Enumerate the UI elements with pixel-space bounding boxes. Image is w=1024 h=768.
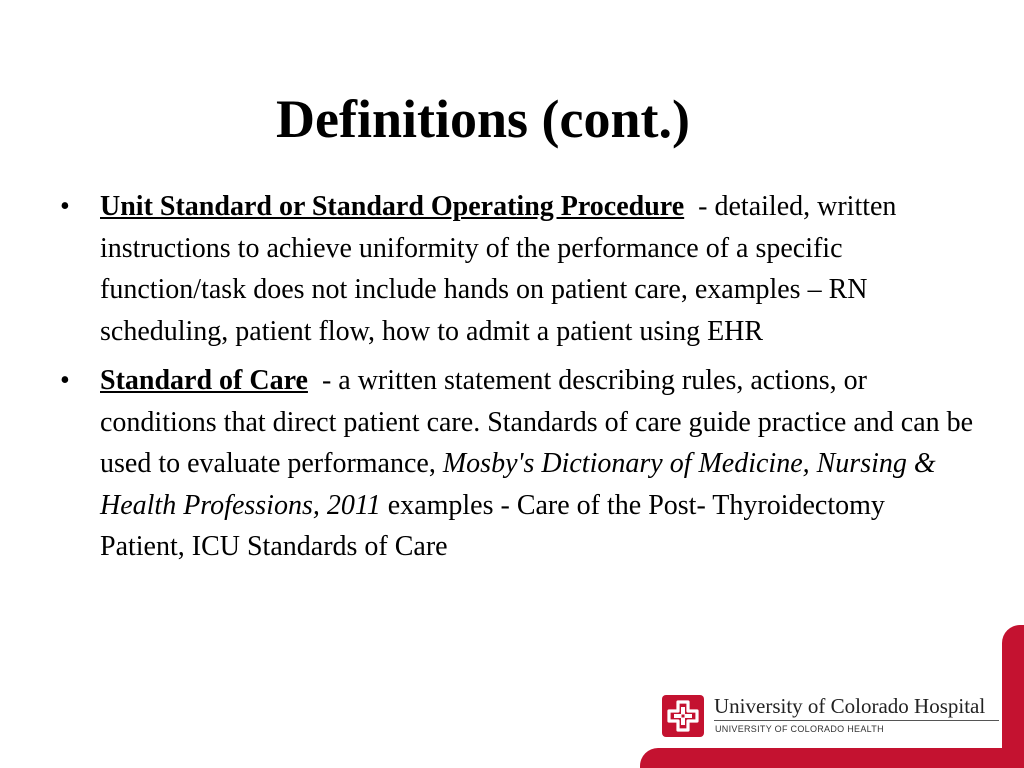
slide-title: Definitions (cont.) xyxy=(276,89,690,149)
hospital-logo xyxy=(662,693,1002,743)
bullet-list xyxy=(60,186,981,576)
bullet-text: - a written statement describing rules, actions, or conditions that direct patient care. Standards of care guide practice and can be used to evaluate performance, xyxy=(100,365,981,479)
bullet-citation: Mosby's Dictionary of Medicine, Nursing & Health Professions, 2011 xyxy=(100,448,936,521)
red-accent-bottom xyxy=(640,748,1024,768)
bullet-item xyxy=(60,186,975,352)
bullet-term: Standard of Care xyxy=(100,365,308,396)
bullet-item xyxy=(60,360,981,568)
bullet-marker: • xyxy=(60,365,70,396)
bullet-text: - detailed, written instructions to achieve uniformity of the performance of a specific function/task does not include hands on patient care, examples – RN scheduling, patient flow, how to admit a patient using EHR xyxy=(100,191,904,347)
bullet-marker: • xyxy=(60,191,70,222)
ucolorado-cross-icon xyxy=(662,695,704,737)
bullet-term: Unit Standard or Standard Operating Procedure xyxy=(100,191,685,222)
logo-divider xyxy=(714,720,999,721)
red-accent-bar xyxy=(1002,625,1024,768)
hospital-name: University of Colorado Hospital xyxy=(714,694,986,718)
bullet-text-after: examples - Care of the Post- Thyroidectomy Patient, ICU Standards of Care xyxy=(100,489,892,562)
hospital-subtitle: UNIVERSITY OF COLORADO HEALTH xyxy=(715,724,884,734)
